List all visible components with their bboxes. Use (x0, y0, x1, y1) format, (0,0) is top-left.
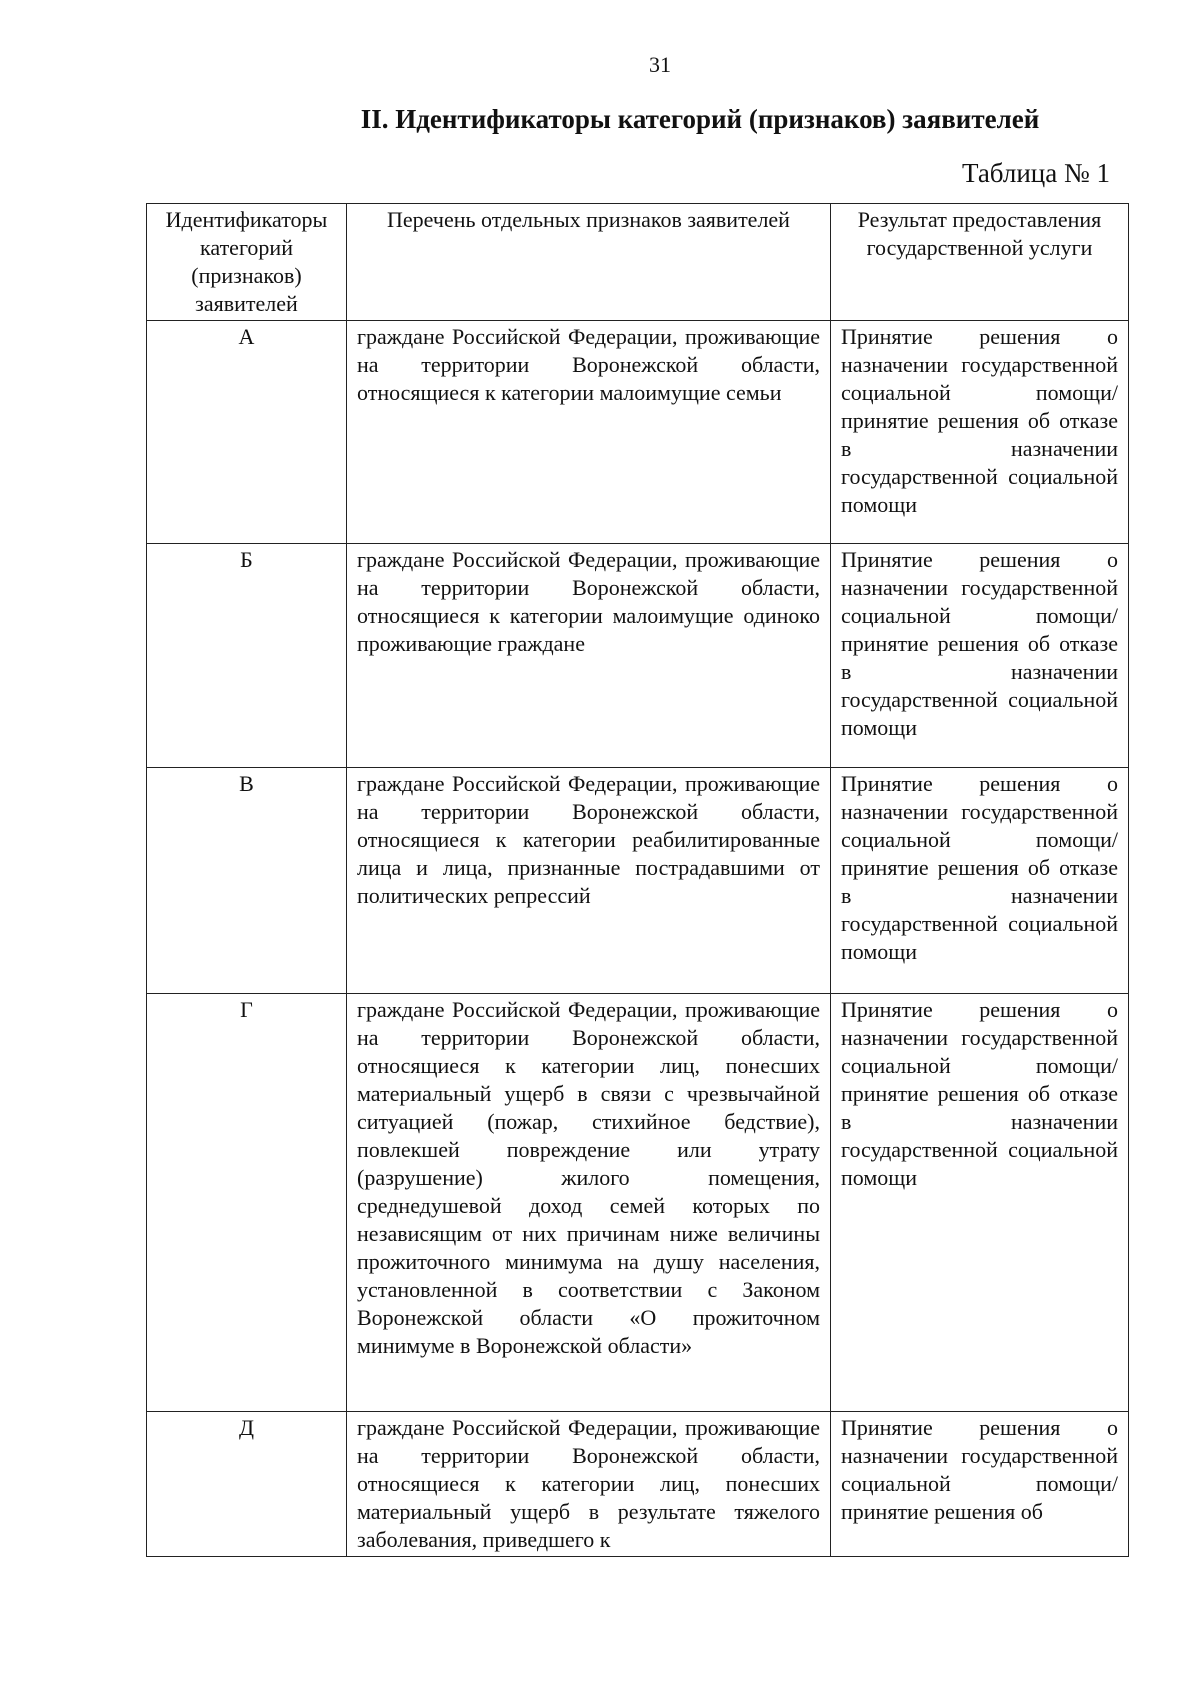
category-criteria: граждане Российской Федерации, проживающие на территории Воронежской области, относящиеся к категории малоимущие одиноко проживающие граждане (347, 544, 831, 768)
header-identifiers: Идентификаторы категорий (признаков) заявителей (147, 204, 347, 321)
section-title: II. Идентификаторы категорий (признаков) заявителей (360, 104, 1040, 134)
table-header-row (147, 204, 1129, 321)
category-id: А (147, 321, 347, 544)
category-criteria: граждане Российской Федерации, проживающие на территории Воронежской области, относящиеся к категории малоимущие семьи (347, 321, 831, 544)
table-row (147, 544, 1129, 768)
category-result: Принятие решения о назначении государственной социальной помощи/ принятие решения об отказе в назначении государственной социальной помощи (831, 544, 1129, 768)
table-row (147, 321, 1129, 544)
category-criteria: граждане Российской Федерации, проживающие на территории Воронежской области, относящиеся к категории лиц, понесших материальный ущерб в связи с чрезвычайной ситуацией (пожар, стихийное бедствие), повлекшей повреждение или утрату (разрушение) жилого помещения, среднедушевой доход семей которых по независящим от них причинам ниже величины прожиточного минимума на душу населения, установленной в соответствии с Законом Воронежской области «О прожиточном минимуме в Воронежской области» (347, 994, 831, 1412)
header-criteria: Перечень отдельных признаков заявителей (347, 204, 831, 321)
category-id: В (147, 768, 347, 994)
table-row (147, 768, 1129, 994)
category-result: Принятие решения о назначении государственной социальной помощи/ принятие решения об отказе в назначении государственной социальной помощи (831, 768, 1129, 994)
header-result: Результат предоставления государственной услуги (831, 204, 1129, 321)
category-result: Принятие решения о назначении государственной социальной помощи/ принятие решения об отказе в назначении государственной социальной помощи (831, 321, 1129, 544)
category-result: Принятие решения о назначении государственной социальной помощи/ принятие решения об отказе в назначении государственной социальной помощи (831, 994, 1129, 1412)
applicant-categories-table (146, 203, 1129, 1557)
page-number: 31 (649, 52, 671, 77)
category-id: Б (147, 544, 347, 768)
category-result: Принятие решения о назначении государственной социальной помощи/ принятие решения об (831, 1412, 1129, 1557)
category-criteria: граждане Российской Федерации, проживающие на территории Воронежской области, относящиеся к категории лиц, понесших материальный ущерб в результате тяжелого заболевания, приведшего к (347, 1412, 831, 1557)
table-label: Таблица № 1 (962, 158, 1110, 188)
category-id: Д (147, 1412, 347, 1557)
table-row (147, 994, 1129, 1412)
category-criteria: граждане Российской Федерации, проживающие на территории Воронежской области, относящиеся к категории реабилитированные лица и лица, признанные пострадавшими от политических репрессий (347, 768, 831, 994)
table-row (147, 1412, 1129, 1557)
category-id: Г (147, 994, 347, 1412)
